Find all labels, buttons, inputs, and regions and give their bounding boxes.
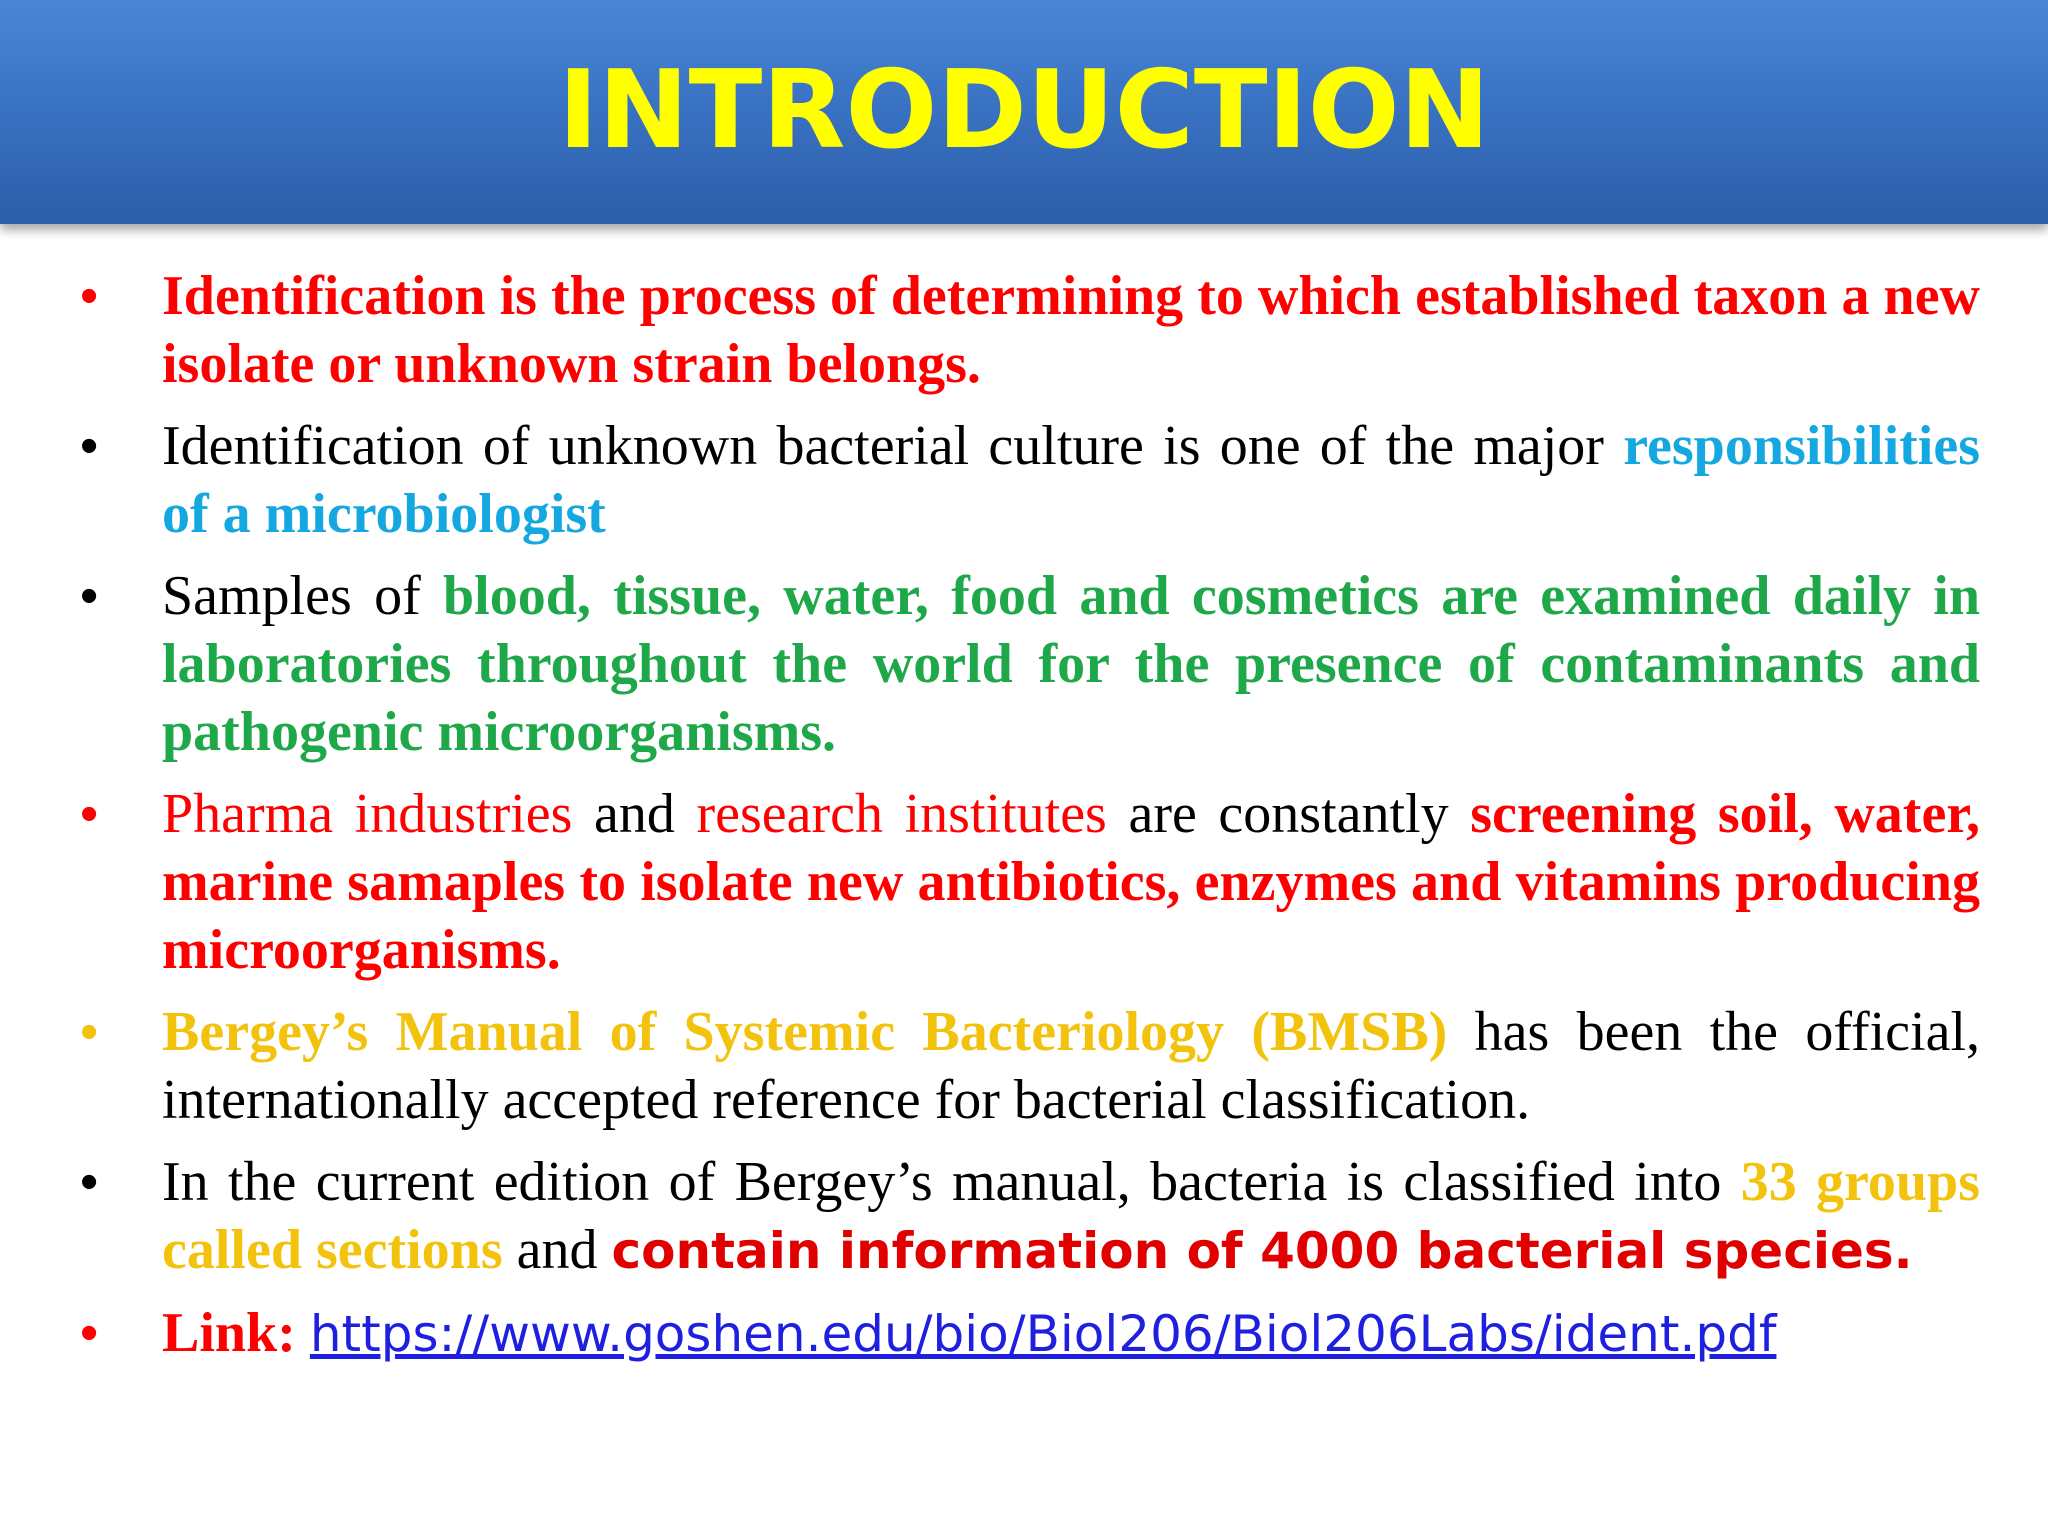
bullet-text: and [572, 783, 697, 845]
bullet-text-highlight: Bergey’s Manual of Systemic Bacteriology (BMSB) [162, 1001, 1448, 1063]
title-bar [0, 0, 2048, 224]
bullet-dot-icon: • [80, 785, 99, 843]
bullet-dot-icon: • [80, 417, 99, 475]
reference-link[interactable]: https://www.goshen.edu/bio/Biol206/Biol206Labs/ident.pdf [309, 1305, 1777, 1363]
bullet-dot-icon: • [80, 1304, 99, 1362]
bullet-item [80, 562, 1980, 766]
bullet-item [80, 1299, 1980, 1368]
bullet-text: Samples of [162, 565, 444, 627]
bullet-text-highlight: 33 groups called sections [162, 1151, 1980, 1281]
bullet-dot-icon: • [80, 1153, 99, 1211]
bullet-text-highlight: blood, tissue, water, food and cosmetics are examined daily in laboratories throughout the world for the presence of contaminants and pathogenic microorganisms. [162, 565, 1981, 763]
bullet-dot-icon: • [80, 567, 99, 625]
bullet-item [80, 1148, 1980, 1285]
bullet-text: and [502, 1219, 612, 1281]
bullet-text-highlight: screening soil, water, marine samaples to isolate new antibiotics, enzymes and vitamins producing microorganisms. [162, 783, 1981, 981]
bullet-item [80, 412, 1980, 548]
slide-title: INTRODUCTION [558, 48, 1490, 173]
bullet-item [80, 998, 1980, 1134]
bullet-text: In the current edition of Bergey’s manual, bacteria is classified into [162, 1151, 1741, 1213]
bullet-text-highlight: Pharma industries [162, 783, 573, 845]
bullet-text: are constantly [1106, 783, 1471, 845]
bullet-text-highlight: contain information of 4000 bacterial species. [611, 1222, 1913, 1280]
bullet-item [80, 262, 1980, 398]
bullet-text: Identification is the process of determining to which established taxon a new isolate or unknown strain belongs. [162, 265, 1980, 395]
bullet-item [80, 780, 1980, 984]
link-label: Link: [162, 1302, 310, 1364]
bullet-list [80, 262, 1980, 1382]
bullet-text: has been the official, internationally accepted reference for bacterial classification. [162, 1001, 1980, 1131]
bullet-dot-icon: • [80, 267, 99, 325]
bullet-text-highlight: responsibilities of a microbiologist [162, 415, 1980, 545]
bullet-dot-icon: • [80, 1003, 99, 1061]
bullet-text-highlight: research institutes [696, 783, 1107, 845]
bullet-text: Identification of unknown bacterial culture is one of the major [162, 415, 1624, 477]
